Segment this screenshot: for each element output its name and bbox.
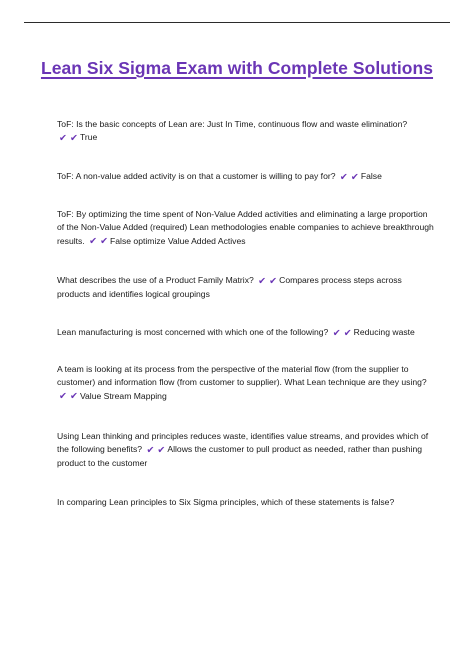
qa-item-7 [57, 430, 437, 471]
answer-text: Value Stream Mapping [79, 390, 167, 401]
check-icon: ✔ [69, 132, 78, 144]
qa-item-2 [57, 170, 437, 184]
check-icon: ✔ [59, 391, 67, 403]
question-text: ToF: Is the basic concepts of Lean are: Just In Time, continuous flow and waste elimination? [57, 119, 408, 129]
check-icon: ✔ [89, 236, 98, 248]
check-icon: ✔ [343, 327, 352, 339]
check-icon: ✔ [157, 444, 166, 456]
check-icon: ✔ [146, 444, 155, 456]
question-text: Using Lean thinking and principles reduces waste, identifies value streams, and provides which of the following benefits? [57, 431, 429, 455]
qa-item-1 [57, 118, 437, 145]
qa-item-5 [57, 326, 437, 340]
qa-item-6 [57, 363, 437, 404]
qa-item-8 [57, 496, 437, 509]
check-icon: ✔ [59, 132, 67, 144]
answer-text: Reducing waste [353, 327, 415, 337]
check-icon: ✔ [269, 275, 278, 287]
answer-text: Compares process steps across products and identifies logical groupings [57, 275, 402, 299]
answer-text: False optimize Value Added Actives [110, 235, 246, 246]
question-text: A team is looking at its process from the perspective of the material flow (from the supplier to customer) and information flow (from customer to supplier). What Lean technique are they using? [57, 364, 427, 388]
question-text: Lean manufacturing is most concerned with which one of the following? [57, 327, 329, 337]
document-title: Lean Six Sigma Exam with Complete Solutions [40, 58, 434, 78]
question-text: ToF: A non-value added activity is on that a customer is willing to pay for? [57, 171, 336, 181]
qa-item-3 [57, 208, 437, 249]
question-text: What describes the use of a Product Family Matrix? [57, 275, 254, 285]
check-icon: ✔ [69, 391, 78, 403]
answer-text: Allows the customer to pull product as needed, rather than pushing product to the customer [57, 444, 422, 469]
qa-item-4 [57, 274, 437, 301]
check-icon: ✔ [350, 171, 359, 183]
check-icon: ✔ [332, 327, 341, 339]
check-icon: ✔ [258, 275, 267, 287]
question-text: In comparing Lean principles to Six Sigma principles, which of these statements is false? [57, 497, 395, 507]
check-icon: ✔ [339, 171, 348, 183]
check-icon: ✔ [100, 236, 109, 248]
answer-text: False [360, 171, 382, 181]
question-text: ToF: By optimizing the time spent of Non-Value Added activities and eliminating a large proportion of the Non-Value Added (required) Lean methodologies enable companies to achieve breakthrough results. [57, 209, 434, 246]
answer-text: True [79, 132, 98, 143]
top-divider [24, 22, 450, 23]
